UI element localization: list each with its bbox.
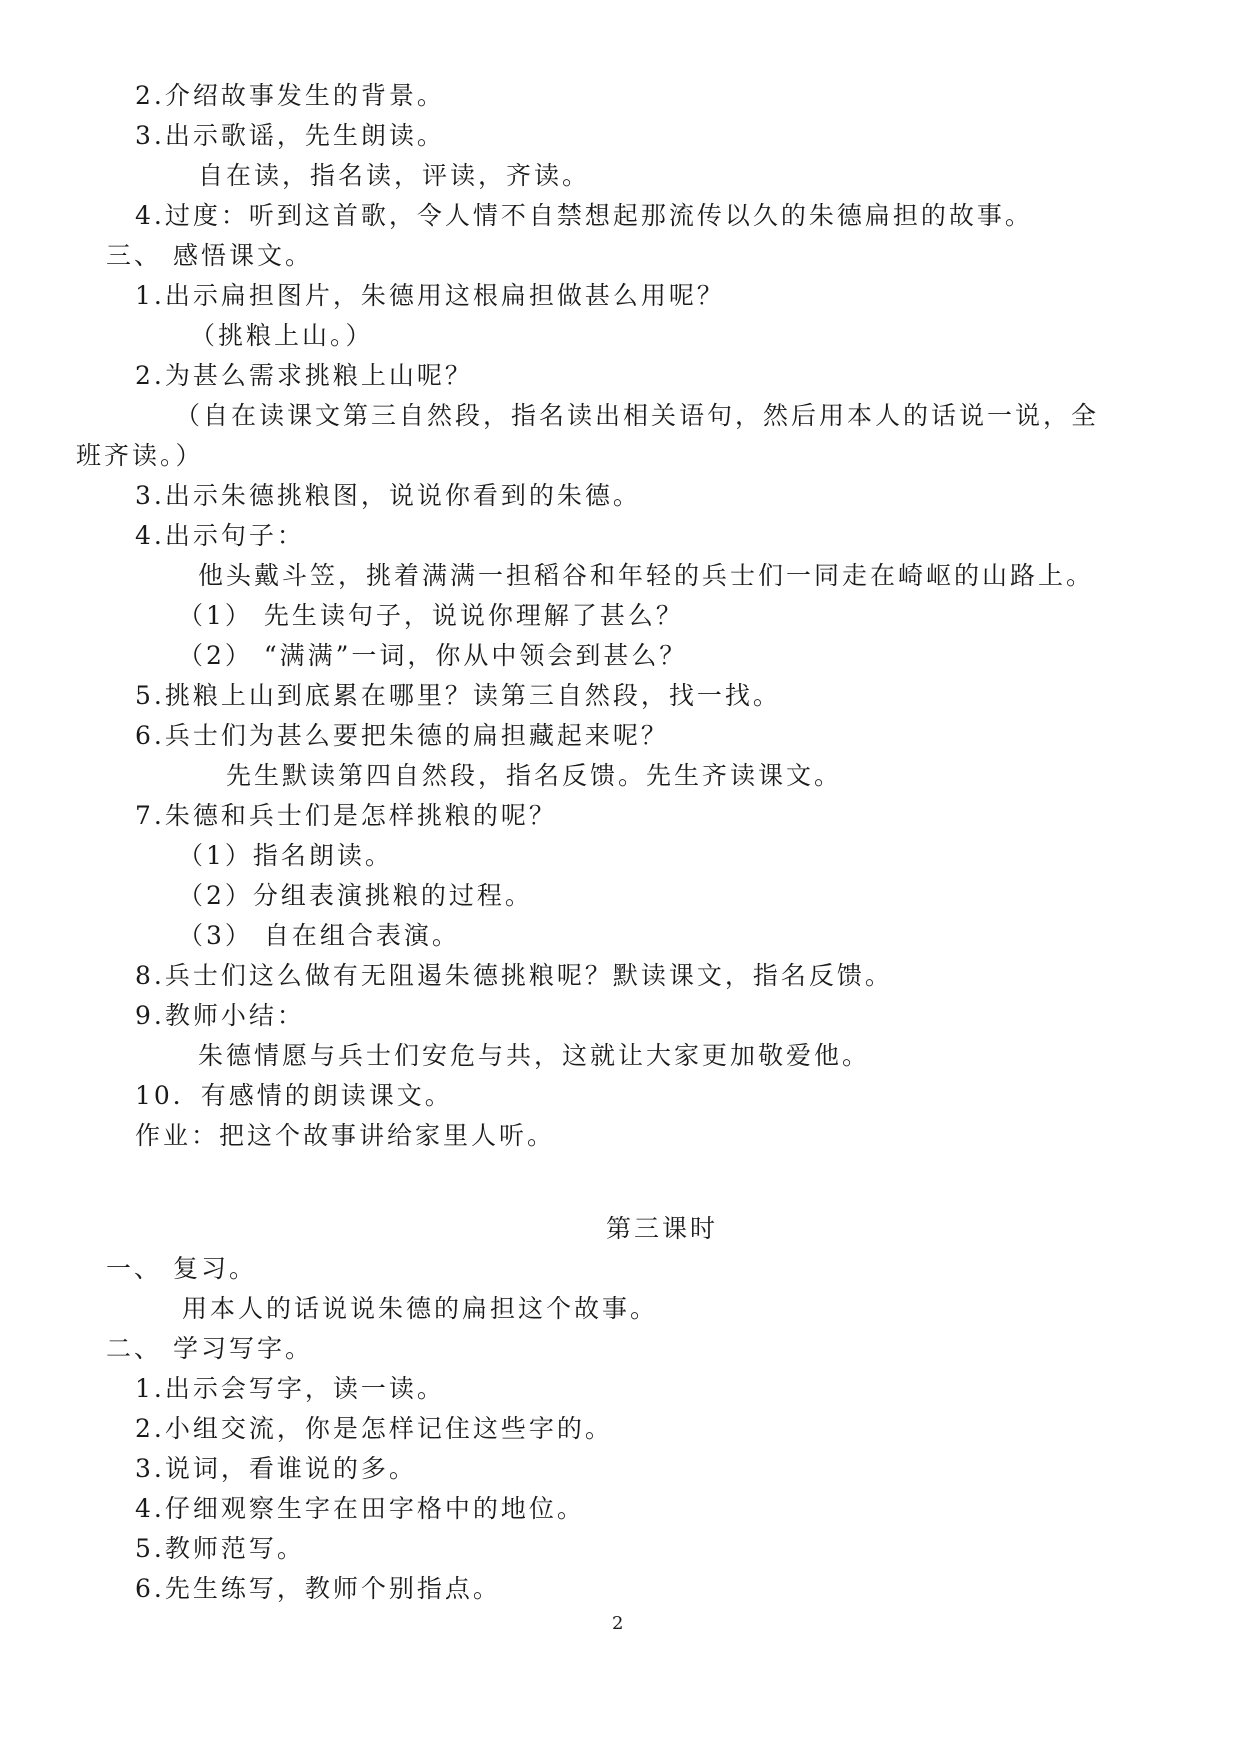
text-line: 10．有感情的朗读课文。 [135,1081,453,1110]
text-line: 班齐读。） [76,441,204,470]
text-line: 1.出示会写字，读一读。 [135,1374,445,1403]
text-line: （1） 先生读句子，说说你理解了甚么？ [178,601,684,630]
text-line: 6.兵士们为甚么要把朱德的扁担藏起来呢？ [135,721,669,750]
page-number: 2 [612,1613,624,1634]
section-heading: 三、 感悟课文。 [106,241,313,270]
text-line: 2.介绍故事发生的背景。 [135,81,445,110]
text-line: 先生默读第四自然段，指名反馈。先生齐读课文。 [226,761,843,790]
section-heading: 二、 学习写字。 [106,1334,313,1363]
text-line: 4.过度：听到这首歌，令人情不自禁想起那流传以久的朱德扁担的故事。 [135,201,1033,230]
text-line: 自在读，指名读，评读，齐读。 [198,161,591,190]
text-line: 5.教师范写。 [135,1534,305,1563]
text-line: 5.挑粮上山到底累在哪里？读第三自然段，找一找。 [135,681,781,710]
text-line: 他头戴斗笠，挑着满满一担稻谷和年轻的兵士们一同走在崎岖的山路上。 [198,561,1095,590]
section-heading: 一、 复习。 [106,1254,257,1283]
text-line: 7.朱德和兵士们是怎样挑粮的呢？ [135,801,557,830]
text-line: 4.出示句子： [135,521,305,550]
text-line: （2） “满满”一词，你从中领会到甚么？ [178,641,688,670]
text-line: 3.说词，看谁说的多。 [135,1454,417,1483]
text-line: 3.出示歌谣，先生朗读。 [135,121,445,150]
text-line: （自在读课文第三自然段，指名读出相关语句，然后用本人的话说一说，全 [175,401,1100,430]
text-line: 4.仔细观察生字在田字格中的地位。 [135,1494,585,1523]
text-line: 8.兵士们这么做有无阻遏朱德挑粮呢？默读课文，指名反馈。 [135,961,893,990]
text-line: 2.小组交流，你是怎样记住这些字的。 [135,1414,613,1443]
text-line: 1.出示扁担图片，朱德用这根扁担做甚么用呢？ [135,281,725,310]
text-line: （2）分组表演挑粮的过程。 [178,881,533,910]
text-line: 6.先生练写，教师个别指点。 [135,1574,501,1603]
section-title: 第三课时 [606,1214,719,1243]
text-line: 朱德情愿与兵士们安危与共，这就让大家更加敬爱他。 [198,1041,871,1070]
text-line: 2.为甚么需求挑粮上山呢？ [135,361,473,390]
text-line: （1）指名朗读。 [178,841,393,870]
text-line: 9.教师小结： [135,1001,305,1030]
text-line: （3） 自在组合表演。 [178,921,460,950]
text-line: （挑粮上山。） [190,321,374,350]
text-line: 3.出示朱德挑粮图，说说你看到的朱德。 [135,481,641,510]
text-line: 作业：把这个故事讲给家里人听。 [135,1121,556,1150]
text-line: 用本人的话说说朱德的扁担这个故事。 [182,1294,659,1323]
